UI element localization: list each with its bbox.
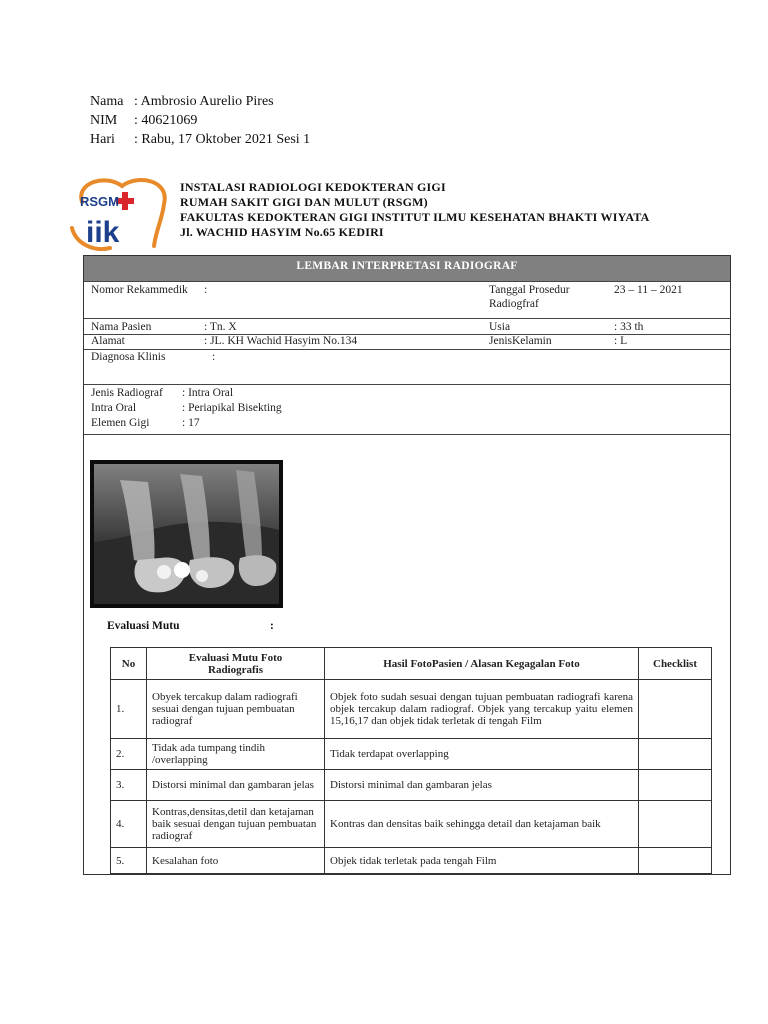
periapical-xray-image xyxy=(90,460,283,608)
divider xyxy=(84,318,730,319)
institution-line-2: RUMAH SAKIT GIGI DAN MULUT (RSGM) xyxy=(180,195,428,209)
diagnosa-label: Diagnosa Klinis xyxy=(91,351,166,363)
row-no: 3. xyxy=(111,770,147,801)
intra-oral-value: : Periapikal Bisekting xyxy=(182,402,282,414)
jenis-kelamin-value: : L xyxy=(614,335,628,347)
nomor-rekam-value: : xyxy=(204,284,208,296)
row-result: Objek tidak terletak pada tengah Film xyxy=(325,848,639,874)
divider xyxy=(84,349,730,350)
usia-value: : 33 th xyxy=(614,321,644,333)
tanggal-label-2: Radiogfraf xyxy=(489,298,539,310)
header-evaluasi-line2: Radiografis xyxy=(208,663,263,676)
nim-label: NIM xyxy=(90,113,118,128)
evaluasi-mutu-label: Evaluasi Mutu xyxy=(107,620,180,632)
name-label: Nama xyxy=(90,94,124,109)
nama-pasien-value: : Tn. X xyxy=(204,321,237,333)
header-evaluasi-line1: Evaluasi Mutu Foto xyxy=(188,651,283,664)
row-criteria: Tidak ada tumpang tindih /overlapping xyxy=(147,739,325,770)
row-checklist[interactable] xyxy=(639,680,712,739)
table-header-row xyxy=(111,648,712,680)
institution-line-3: FAKULTAS KEDOKTERAN GIGI INSTITUT ILMU KESEHATAN BHAKTI WIYATA xyxy=(180,210,650,224)
tanggal-label-1: Tanggal Prosedur xyxy=(489,284,570,296)
evaluation-table xyxy=(110,647,712,874)
row-result: Distorsi minimal dan gambaran jelas xyxy=(325,770,639,801)
row-criteria: Distorsi minimal dan gambaran jelas xyxy=(147,770,325,801)
tanggal-value: 23 – 11 – 2021 xyxy=(614,284,683,296)
day-value: : Rabu, 17 Oktober 2021 Sesi 1 xyxy=(134,132,311,147)
diagnosa-value: : xyxy=(212,351,216,363)
nama-pasien-label: Nama Pasien xyxy=(91,321,152,333)
row-no: 5. xyxy=(111,848,147,874)
divider xyxy=(84,384,730,385)
day-label: Hari xyxy=(90,132,115,147)
elemen-gigi-value: : 17 xyxy=(182,417,200,429)
logo-brand: iik xyxy=(86,216,120,249)
row-result: Kontras dan densitas baik sehingga detail dan ketajaman baik xyxy=(325,801,639,848)
row-result: Objek foto sudah sesuai dengan tujuan pembuatan radiografi karena objek tercakup dalam radiograf. Objek yang tercakup yaitu elemen 15,16,17 dan objek tidak terletak di tengah Film xyxy=(325,680,639,739)
row-no: 4. xyxy=(111,801,147,848)
evaluasi-mutu-colon: : xyxy=(270,620,274,632)
header-checklist: Checklist xyxy=(639,648,712,680)
header-no: No xyxy=(111,648,147,680)
jenis-radiograf-value: : Intra Oral xyxy=(182,387,234,399)
rsgm-logo xyxy=(66,172,178,254)
divider xyxy=(84,334,730,335)
row-criteria: Obyek tercakup dalam radiografi sesuai dengan tujuan pembuatan radiograf xyxy=(147,680,325,739)
institution-line-4: Jl. WACHID HASYIM No.65 KEDIRI xyxy=(180,225,384,239)
row-checklist[interactable] xyxy=(639,739,712,770)
name-value: : Ambrosio Aurelio Pires xyxy=(134,94,274,109)
header-evaluasi xyxy=(147,648,325,680)
row-result: Tidak terdapat overlapping xyxy=(325,739,639,770)
institution-line-1: INSTALASI RADIOLOGI KEDOKTERAN GIGI xyxy=(180,180,446,194)
logo-text: RSGM xyxy=(80,194,119,209)
row-criteria: Kesalahan foto xyxy=(147,848,325,874)
row-no: 2. xyxy=(111,739,147,770)
table-row xyxy=(111,848,712,874)
nomor-rekam-label: Nomor Rekammedik xyxy=(91,284,188,296)
row-checklist[interactable] xyxy=(639,848,712,874)
evaluasi-mutu-title xyxy=(107,620,274,632)
row-no: 1. xyxy=(111,680,147,739)
elemen-gigi-label: Elemen Gigi xyxy=(91,417,150,429)
alamat-label: Alamat xyxy=(91,335,125,347)
tooth-logo-icon xyxy=(66,172,178,254)
xray-teeth-icon xyxy=(90,460,283,608)
intra-oral-label: Intra Oral xyxy=(91,402,137,414)
jenis-radiograf-label: Jenis Radiograf xyxy=(91,387,163,399)
divider xyxy=(84,434,730,435)
header-hasil: Hasil FotoPasien / Alasan Kegagalan Foto xyxy=(325,648,639,680)
divider xyxy=(84,281,730,282)
jenis-kelamin-label: JenisKelamin xyxy=(489,335,552,347)
table-row xyxy=(111,680,712,739)
form-title: LEMBAR INTERPRETASI RADIOGRAF xyxy=(84,256,730,281)
table-row xyxy=(111,801,712,848)
alamat-value: : JL. KH Wachid Hasyim No.134 xyxy=(204,335,358,347)
nim-value: : 40621069 xyxy=(134,113,198,128)
row-criteria: Kontras,densitas,detil dan ketajaman baik sesuai dengan tujuan pembuatan radiograf xyxy=(147,801,325,848)
row-checklist[interactable] xyxy=(639,770,712,801)
row-checklist[interactable] xyxy=(639,801,712,848)
table-row xyxy=(111,770,712,801)
usia-label: Usia xyxy=(489,321,511,333)
table-row xyxy=(111,739,712,770)
